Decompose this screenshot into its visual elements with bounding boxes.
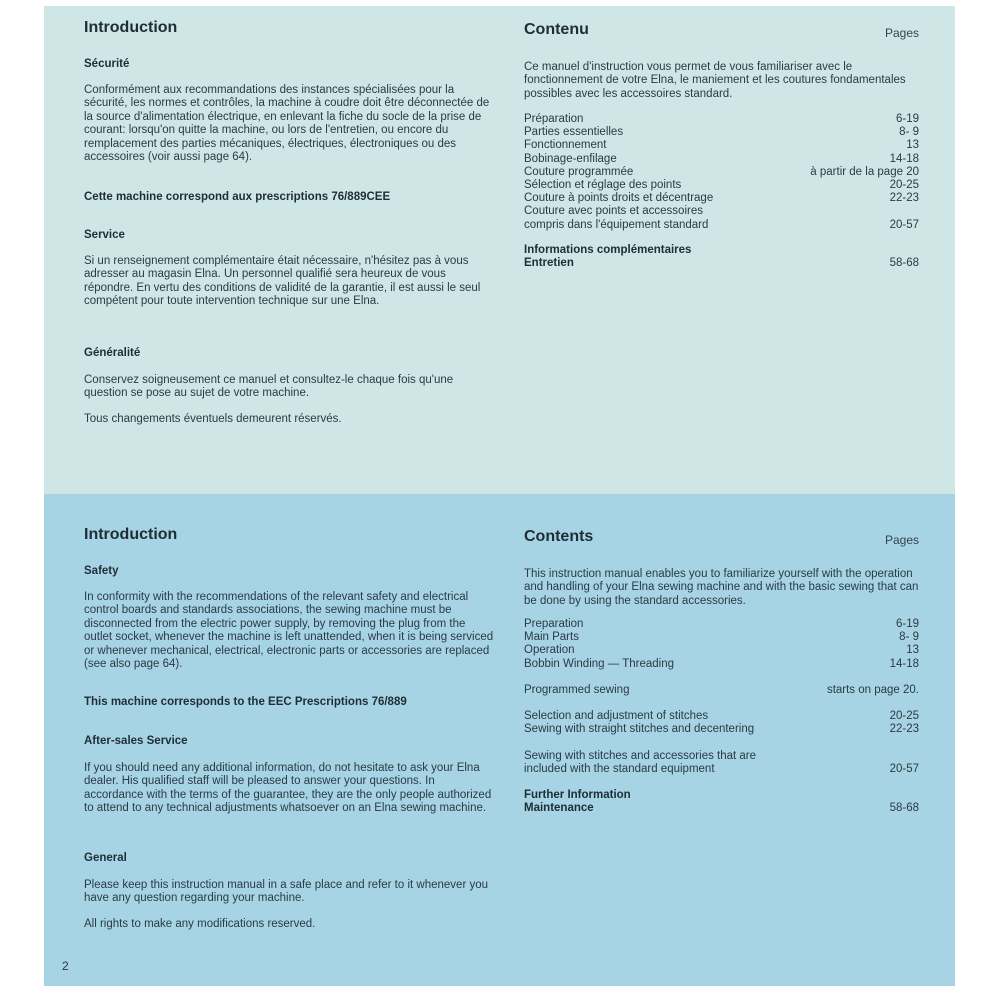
further-info-label: Informations complémentaires — [524, 244, 692, 256]
fr-toc-list — [524, 113, 919, 232]
toc-row — [524, 631, 919, 644]
en-toc-programmed — [524, 684, 919, 697]
en-service-heading: After-sales Service — [84, 735, 188, 747]
en-contents-title: Contents — [524, 528, 594, 545]
toc-label: Parties essentielles — [524, 126, 624, 139]
toc-row — [524, 802, 919, 815]
en-toc-group-2 — [524, 710, 919, 736]
manual-page — [44, 6, 955, 986]
toc-pages: 58-68 — [889, 257, 919, 270]
toc-row — [524, 789, 919, 802]
french-section — [44, 6, 955, 494]
toc-pages: 20-57 — [889, 763, 919, 776]
toc-label: Main Parts — [524, 631, 579, 644]
toc-pages: à partir de la page 20 — [810, 165, 919, 178]
toc-row — [524, 684, 919, 697]
toc-pages: 8- 9 — [899, 126, 919, 139]
en-contents-intro: This instruction manual enables you to familiarize yourself with the operation and handling of your Elna sewing machine and with the basic sewing that can be done by using the standard accessories. — [524, 568, 919, 607]
toc-row — [524, 205, 919, 218]
toc-row — [524, 723, 919, 736]
toc-row — [524, 244, 919, 257]
toc-pages: 20-57 — [889, 218, 919, 231]
en-rights-text: All rights to make any modifications reserved. — [84, 918, 316, 930]
toc-pages: 8- 9 — [899, 631, 919, 644]
maintenance-label: Maintenance — [524, 802, 594, 815]
toc-label: Operation — [524, 644, 575, 657]
fr-intro-title: Introduction — [84, 19, 178, 36]
en-intro-title: Introduction — [84, 526, 178, 543]
toc-pages: 6-19 — [895, 618, 919, 630]
toc-label: Fonctionnement — [524, 139, 607, 152]
toc-row — [524, 166, 919, 179]
toc-row — [524, 219, 919, 232]
toc-label: Sélection et réglage des points — [524, 179, 682, 192]
toc-pages: 13 — [906, 644, 919, 657]
toc-row — [524, 763, 919, 776]
fr-safety-text: Conformément aux recommandations des instances spécialisées pour la sécurité, les normes et contrôles, la machine à coudre doit être déconnectée de la source d'alimentation électrique, en enlevant la fiche du socle de la prise de courant: lorsqu'on quitte la machine, ou lors de l'entretien, ou encore du remplacement des parties mécaniques, électriques, électroniques ou des accessoires (voir aussi page 64). — [84, 84, 490, 164]
fr-safety-heading: Sécurité — [84, 58, 130, 70]
toc-pages: 14-18 — [889, 657, 919, 670]
toc-label: included with the standard equipment — [524, 763, 715, 776]
fr-pages-label: Pages — [884, 26, 919, 40]
en-service-text: If you should need any additional information, do not hesitate to ask your Elna dealer. His qualified staff will be pleased to answer your questions. In accordance with the terms of the guarantee, they are the only people authorized to attend to any technical adjustments whatsoever on an Elna sewing machine. — [84, 762, 492, 815]
toc-row — [524, 750, 919, 763]
fr-prescription: Cette machine correspond aux prescriptions 76/889CEE — [84, 191, 391, 203]
toc-row — [524, 257, 919, 270]
toc-pages: 20-25 — [889, 710, 919, 722]
en-general-heading: General — [84, 852, 127, 864]
toc-row — [524, 126, 919, 139]
toc-pages: 22-23 — [889, 723, 919, 736]
toc-label: Couture programmée — [524, 165, 634, 178]
toc-row — [524, 618, 919, 631]
toc-pages: 20-25 — [889, 179, 919, 192]
toc-pages: 22-23 — [889, 192, 919, 205]
en-toc-group-1 — [524, 618, 919, 671]
toc-label: Préparation — [524, 113, 584, 125]
en-safety-heading: Safety — [84, 565, 119, 577]
toc-label: Programmed sewing — [524, 684, 630, 696]
en-safety-text: In conformity with the recommendations of the relevant safety and electrical control boards and standards associations, the sewing machine must be disconnected from the electric power supply, by removing the plug from the outlet socket, whenever the machine is left unattended, when it is being serviced or whenever mechanical, electrical, electronic parts or accessories are replaced (see also page 64). — [84, 591, 494, 671]
en-general-text: Please keep this instruction manual in a safe place and refer to it whenever you have any question regarding your machine. — [84, 879, 489, 905]
toc-pages: 13 — [906, 139, 919, 152]
fr-service-heading: Service — [84, 229, 125, 241]
toc-label: Bobbin Winding — Threading — [524, 657, 675, 670]
toc-row — [524, 113, 919, 126]
toc-label: Couture à points droits et décentrage — [524, 192, 714, 205]
toc-row — [524, 710, 919, 723]
toc-pages: 6-19 — [895, 113, 919, 125]
toc-pages: 14-18 — [889, 152, 919, 165]
toc-label: Couture avec points et accessoires — [524, 205, 703, 218]
maintenance-label: Entretien — [524, 257, 574, 270]
fr-further-info — [524, 244, 919, 270]
fr-general-heading: Généralité — [84, 347, 141, 359]
toc-label: Sewing with straight stitches and decentering — [524, 723, 755, 736]
toc-pages: starts on page 20. — [826, 684, 919, 696]
further-info-label: Further Information — [524, 789, 631, 801]
toc-pages: 58-68 — [889, 802, 919, 815]
toc-label: Selection and adjustment of stitches — [524, 710, 709, 722]
toc-label: Bobinage-enfilage — [524, 152, 617, 165]
en-prescription: This machine corresponds to the EEC Prescriptions 76/889 — [84, 696, 407, 708]
fr-service-text: Si un renseignement complémentaire était nécessaire, n'hésitez pas à vous adresser au magasin Elna. Un personnel qualifié sera heureux de vous répondre. En vertu des conditions de validité de la garantie, il est aussi le seul compétent pour toute intervention technique sur une Elna. — [84, 255, 481, 308]
toc-row — [524, 658, 919, 671]
toc-row — [524, 192, 919, 205]
toc-label: Sewing with stitches and accessories that are — [524, 750, 757, 762]
toc-label: compris dans l'équipement standard — [524, 218, 709, 231]
english-section — [44, 494, 955, 986]
en-toc-accessories — [524, 750, 919, 776]
fr-general-text: Conservez soigneusement ce manuel et consultez-le chaque fois qu'une question se pose au sujet de votre machine. — [84, 374, 454, 400]
toc-row — [524, 139, 919, 152]
en-further-info — [524, 789, 919, 815]
toc-label: Preparation — [524, 618, 584, 630]
fr-rights-text: Tous changements éventuels demeurent réservés. — [84, 413, 342, 425]
en-pages-label: Pages — [884, 533, 919, 547]
fr-contents-intro: Ce manuel d'instruction vous permet de vous familiariser avec le fonctionnement de votre Elna, le maniement et les coutures fondamentales possibles avec les accessoires standard. — [524, 61, 906, 100]
toc-row — [524, 153, 919, 166]
fr-contents-title: Contenu — [524, 21, 589, 38]
toc-row — [524, 644, 919, 657]
page-number: 2 — [62, 959, 69, 973]
toc-row — [524, 179, 919, 192]
